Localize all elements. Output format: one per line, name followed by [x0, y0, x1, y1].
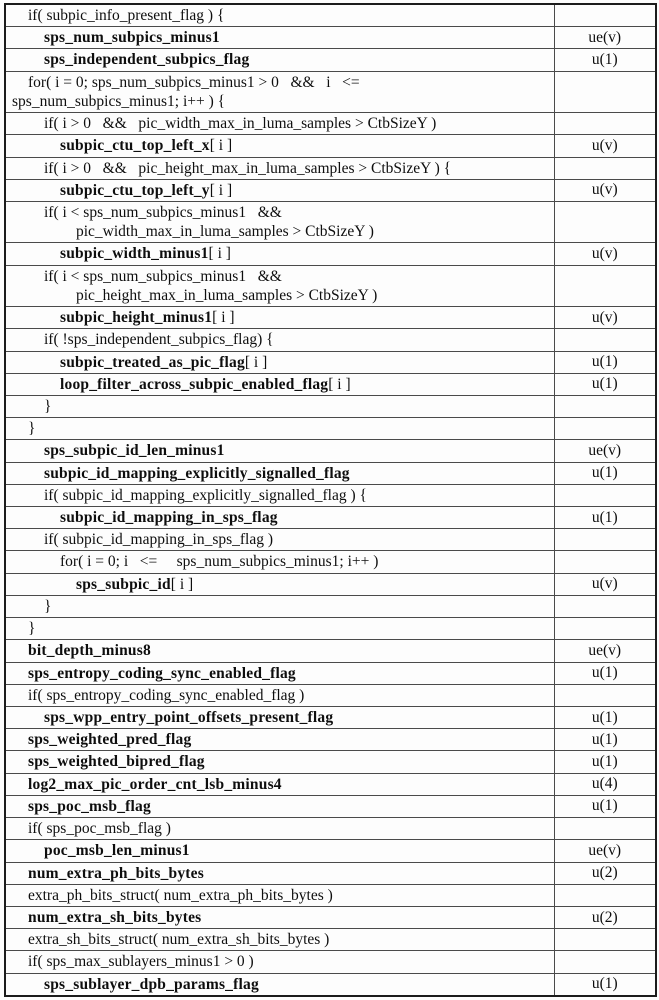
syntax-line-wrap: pic_width_max_in_luma_samples > CtbSizeY )	[76, 223, 374, 241]
descriptor-cell	[554, 418, 656, 440]
table-row	[5, 265, 656, 306]
syntax-cell	[5, 707, 554, 729]
syntax-element-name: poc_msb_len_minus1	[44, 842, 190, 860]
syntax-line	[8, 136, 552, 155]
syntax-cell	[5, 27, 554, 49]
syntax-cell	[5, 751, 554, 773]
table-row	[5, 729, 656, 751]
descriptor-cell	[554, 484, 656, 506]
syntax-line	[8, 708, 552, 727]
table-row	[5, 440, 656, 462]
syntax-cell	[5, 440, 554, 462]
syntax-line	[8, 308, 552, 327]
syntax-line-wrap: sps_num_subpics_minus1; i++ ) {	[12, 92, 226, 110]
descriptor-cell: ue(v)	[554, 840, 656, 862]
syntax-element-index: [ i ]	[209, 181, 233, 199]
syntax-line: if( sps_entropy_coding_sync_enabled_flag )	[28, 686, 305, 704]
syntax-line	[8, 28, 552, 47]
syntax-element-name: sps_wpp_entry_point_offsets_present_flag	[44, 709, 334, 726]
descriptor-cell	[554, 595, 656, 617]
table-row	[5, 795, 656, 817]
syntax-element-name: num_extra_sh_bits_bytes	[28, 908, 202, 926]
syntax-element-name: sps_poc_msb_flag	[28, 797, 151, 815]
syntax-line: if( i < sps_num_subpics_minus1 &&	[44, 203, 282, 221]
table-row	[5, 707, 656, 729]
syntax-line: extra_ph_bits_struct( num_extra_ph_bits_bytes )	[28, 886, 333, 904]
descriptor-cell: u(1)	[554, 507, 656, 529]
table-row	[5, 862, 656, 884]
descriptor-cell	[554, 71, 656, 112]
table-row	[5, 395, 656, 417]
syntax-line	[8, 441, 552, 460]
syntax-line	[8, 464, 552, 483]
syntax-cell	[5, 462, 554, 484]
descriptor-cell: u(1)	[554, 751, 656, 773]
descriptor-cell: u(1)	[554, 351, 656, 373]
descriptor-cell	[554, 551, 656, 573]
descriptor-cell	[554, 529, 656, 551]
syntax-line	[8, 841, 552, 860]
syntax-cell	[5, 973, 554, 996]
syntax-line: }	[28, 420, 36, 438]
descriptor-cell	[554, 395, 656, 417]
descriptor-cell	[554, 684, 656, 706]
syntax-cell	[5, 351, 554, 373]
syntax-line	[8, 752, 552, 771]
syntax-line	[8, 730, 552, 749]
syntax-cell	[5, 529, 554, 551]
syntax-line: }	[44, 397, 52, 415]
table-row	[5, 351, 656, 373]
syntax-line: extra_sh_bits_struct( num_extra_sh_bits_bytes )	[28, 931, 330, 949]
syntax-line	[8, 353, 552, 372]
syntax-cell	[5, 243, 554, 265]
table-row	[5, 818, 656, 840]
descriptor-cell: u(v)	[554, 307, 656, 329]
descriptor-cell: u(1)	[554, 49, 656, 71]
descriptor-cell: ue(v)	[554, 440, 656, 462]
syntax-line-wrap: pic_height_max_in_luma_samples > CtbSizeY )	[76, 286, 378, 304]
syntax-element-name: subpic_id_mapping_in_sps_flag	[60, 509, 278, 527]
table-row	[5, 113, 656, 135]
syntax-element-name: sps_num_subpics_minus1	[44, 29, 220, 47]
syntax-table-body	[5, 4, 656, 996]
table-row	[5, 751, 656, 773]
descriptor-cell: u(1)	[554, 662, 656, 684]
syntax-line	[8, 508, 552, 527]
syntax-cell	[5, 929, 554, 951]
descriptor-cell: ue(v)	[554, 640, 656, 662]
syntax-cell	[5, 773, 554, 795]
descriptor-cell: u(1)	[554, 795, 656, 817]
table-row	[5, 135, 656, 157]
syntax-cell	[5, 951, 554, 973]
syntax-element-name: subpic_treated_as_pic_flag	[60, 353, 245, 371]
table-row	[5, 4, 656, 27]
table-row	[5, 640, 656, 662]
syntax-cell	[5, 4, 554, 27]
syntax-element-name: log2_max_pic_order_cnt_lsb_minus4	[28, 775, 282, 793]
syntax-element-index: [ i ]	[328, 375, 351, 393]
syntax-cell	[5, 684, 554, 706]
table-row	[5, 951, 656, 973]
syntax-line	[8, 181, 552, 200]
table-row	[5, 462, 656, 484]
syntax-cell	[5, 729, 554, 751]
table-row	[5, 157, 656, 179]
syntax-line	[8, 797, 552, 816]
syntax-line	[8, 664, 552, 683]
syntax-line	[8, 575, 552, 594]
table-row	[5, 71, 656, 112]
syntax-line	[8, 244, 552, 263]
table-row	[5, 27, 656, 49]
syntax-cell	[5, 618, 554, 640]
syntax-cell	[5, 135, 554, 157]
syntax-element-name: sps_subpic_id_len_minus1	[44, 442, 225, 460]
table-row	[5, 618, 656, 640]
syntax-cell	[5, 329, 554, 351]
table-row	[5, 418, 656, 440]
syntax-element-index: [ i ]	[170, 575, 194, 593]
syntax-line: if( i < sps_num_subpics_minus1 &&	[44, 267, 282, 285]
descriptor-cell: u(1)	[554, 707, 656, 729]
syntax-element-name: sps_subpic_id	[76, 575, 171, 593]
syntax-cell	[5, 595, 554, 617]
descriptor-cell: ue(v)	[554, 27, 656, 49]
descriptor-cell: u(2)	[554, 906, 656, 928]
table-row	[5, 773, 656, 795]
table-row	[5, 484, 656, 506]
descriptor-cell	[554, 618, 656, 640]
syntax-element-name: subpic_height_minus1	[60, 309, 213, 327]
descriptor-cell: u(v)	[554, 135, 656, 157]
syntax-cell	[5, 395, 554, 417]
descriptor-cell: u(v)	[554, 243, 656, 265]
syntax-element-name: sps_weighted_pred_flag	[28, 731, 192, 749]
descriptor-cell: u(v)	[554, 179, 656, 201]
table-row	[5, 840, 656, 862]
syntax-line	[8, 50, 552, 69]
syntax-cell	[5, 373, 554, 395]
syntax-line	[8, 975, 552, 994]
table-row	[5, 884, 656, 906]
descriptor-cell: u(1)	[554, 729, 656, 751]
syntax-cell	[5, 307, 554, 329]
syntax-cell	[5, 906, 554, 928]
syntax-line: }	[28, 620, 36, 638]
syntax-cell	[5, 507, 554, 529]
syntax-element-index: [ i ]	[209, 137, 233, 155]
syntax-element-index: [ i ]	[208, 245, 231, 263]
syntax-line: for( i = 0; sps_num_subpics_minus1 > 0 && i <=	[28, 73, 360, 91]
syntax-element-index: [ i ]	[244, 353, 268, 371]
syntax-cell	[5, 884, 554, 906]
descriptor-cell	[554, 265, 656, 306]
descriptor-cell: u(1)	[554, 973, 656, 996]
syntax-element-name: subpic_width_minus1	[60, 245, 209, 263]
syntax-cell	[5, 795, 554, 817]
syntax-element-name: sps_independent_subpics_flag	[44, 51, 250, 69]
syntax-cell	[5, 113, 554, 135]
syntax-cell	[5, 840, 554, 862]
syntax-line: if( subpic_id_mapping_explicitly_signalled_flag ) {	[44, 486, 367, 504]
descriptor-cell	[554, 201, 656, 242]
descriptor-cell	[554, 951, 656, 973]
syntax-cell	[5, 71, 554, 112]
syntax-cell	[5, 862, 554, 884]
table-row	[5, 49, 656, 71]
syntax-element-name: sps_entropy_coding_sync_enabled_flag	[28, 664, 296, 682]
syntax-cell	[5, 484, 554, 506]
table-row	[5, 179, 656, 201]
descriptor-cell	[554, 884, 656, 906]
descriptor-cell: u(v)	[554, 573, 656, 595]
syntax-element-name: sps_weighted_bipred_flag	[28, 753, 205, 771]
descriptor-cell	[554, 818, 656, 840]
syntax-line: if( !sps_independent_subpics_flag) {	[44, 331, 274, 349]
table-row	[5, 573, 656, 595]
table-row	[5, 201, 656, 242]
syntax-cell	[5, 265, 554, 306]
descriptor-cell: u(4)	[554, 773, 656, 795]
syntax-element-name: subpic_ctu_top_left_y	[60, 181, 210, 199]
syntax-cell	[5, 551, 554, 573]
syntax-line: if( sps_max_sublayers_minus1 > 0 )	[28, 953, 254, 971]
sps-syntax-table	[4, 3, 657, 997]
syntax-line: if( subpic_id_mapping_in_sps_flag )	[44, 531, 274, 549]
syntax-line	[8, 375, 552, 394]
syntax-cell	[5, 573, 554, 595]
descriptor-cell	[554, 329, 656, 351]
table-row	[5, 684, 656, 706]
syntax-line: if( subpic_info_present_flag ) {	[28, 7, 225, 24]
syntax-cell	[5, 418, 554, 440]
syntax-element-name: subpic_id_mapping_explicitly_signalled_flag	[44, 464, 350, 482]
syntax-element-name: sps_sublayer_dpb_params_flag	[44, 975, 259, 993]
syntax-line	[8, 775, 552, 794]
table-row	[5, 595, 656, 617]
syntax-element-name: bit_depth_minus8	[28, 642, 151, 660]
syntax-cell	[5, 201, 554, 242]
table-row	[5, 243, 656, 265]
syntax-element-name: loop_filter_across_subpic_enabled_flag	[60, 375, 329, 393]
table-row	[5, 929, 656, 951]
descriptor-cell	[554, 4, 656, 27]
descriptor-cell	[554, 929, 656, 951]
descriptor-cell: u(1)	[554, 373, 656, 395]
table-row	[5, 307, 656, 329]
syntax-line	[8, 641, 552, 660]
table-row	[5, 529, 656, 551]
syntax-line: if( sps_poc_msb_flag )	[28, 820, 171, 838]
syntax-element-index: [ i ]	[212, 309, 235, 327]
table-row	[5, 551, 656, 573]
descriptor-cell	[554, 113, 656, 135]
table-row	[5, 373, 656, 395]
syntax-line: }	[44, 597, 52, 615]
syntax-cell	[5, 662, 554, 684]
syntax-cell	[5, 640, 554, 662]
descriptor-cell	[554, 157, 656, 179]
syntax-line	[8, 908, 552, 927]
syntax-element-name: num_extra_ph_bits_bytes	[28, 864, 204, 882]
table-row	[5, 973, 656, 996]
syntax-line: for( i = 0; i <= sps_num_subpics_minus1; i++ )	[60, 553, 379, 571]
descriptor-cell: u(1)	[554, 462, 656, 484]
syntax-line	[8, 864, 552, 883]
syntax-cell	[5, 49, 554, 71]
table-row	[5, 662, 656, 684]
descriptor-cell: u(2)	[554, 862, 656, 884]
syntax-line: if( i > 0 && pic_width_max_in_luma_samples > CtbSizeY )	[44, 115, 437, 133]
syntax-cell	[5, 157, 554, 179]
syntax-cell	[5, 179, 554, 201]
table-row	[5, 329, 656, 351]
syntax-element-name: subpic_ctu_top_left_x	[60, 137, 210, 155]
syntax-line: if( i > 0 && pic_height_max_in_luma_samples > CtbSizeY ) {	[44, 159, 452, 177]
syntax-cell	[5, 818, 554, 840]
table-row	[5, 906, 656, 928]
table-row	[5, 507, 656, 529]
